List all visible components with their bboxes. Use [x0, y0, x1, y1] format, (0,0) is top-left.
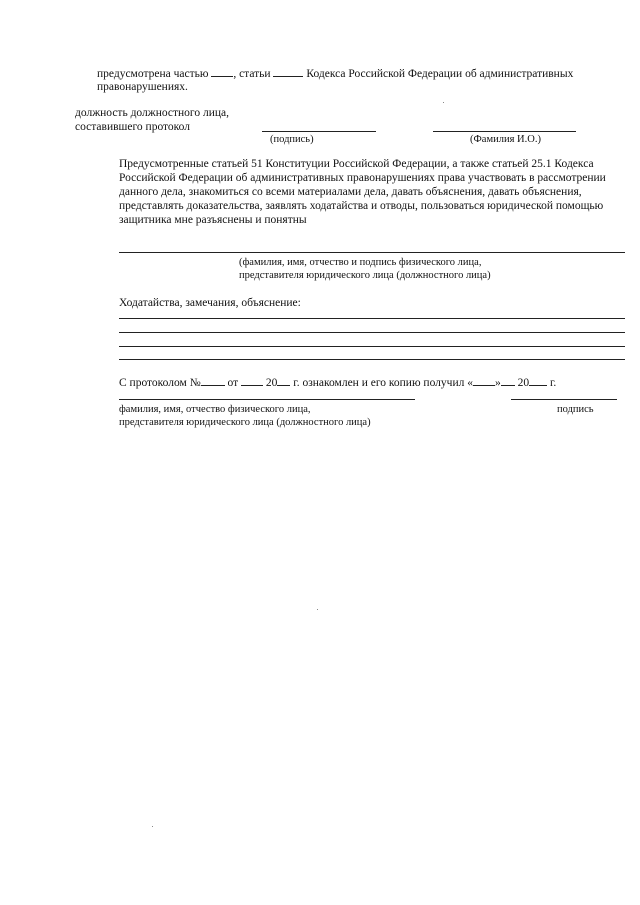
- official-label-line-1: должность должностного лица,: [75, 107, 230, 119]
- article-number-blank[interactable]: [273, 66, 303, 77]
- rights-line-1: Предусмотренные статьей 51 Конституции Российской Федерации, а также статьей 25.1 Кодекса: [119, 158, 594, 170]
- petition-line-3[interactable]: [119, 346, 625, 347]
- header-line-1: предусмотрена частью , статьи Кодекса Российской Федерации об административных: [97, 68, 574, 80]
- rights-line-2: Российской Федерации об административных правонарушениях права участвовать в рассмотрении: [119, 172, 606, 184]
- receipt-line: [119, 375, 556, 390]
- protocol-year-blank[interactable]: [277, 375, 290, 386]
- receipt-caption-right: подпись: [557, 404, 594, 415]
- header-text-part-b: статьи: [239, 68, 271, 80]
- receipt-caption-left-1: фамилия, имя, отчество физического лица,: [119, 404, 311, 415]
- protocol-day-blank[interactable]: [241, 375, 263, 386]
- petition-line-4[interactable]: [119, 359, 625, 360]
- petition-line-2[interactable]: [119, 332, 625, 333]
- receipt-text-part-b: от: [227, 377, 239, 389]
- scan-speck: [152, 826, 153, 827]
- person-signature-line[interactable]: [119, 252, 625, 253]
- petitions-label: Ходатайства, замечания, объяснение:: [119, 297, 301, 309]
- receipt-text-part-c: 20: [265, 377, 278, 389]
- person-caption-line-2: представителя юридического лица (должностного лица): [239, 270, 491, 281]
- part-number-blank[interactable]: [211, 66, 233, 77]
- receipt-signature-line[interactable]: [511, 399, 617, 400]
- scan-speck: [317, 609, 318, 610]
- scan-speck: [443, 102, 444, 103]
- receipt-text-part-f: 20: [517, 377, 530, 389]
- receipt-text-part-g: г.: [549, 377, 557, 389]
- official-label-line-2: составившего протокол: [75, 121, 191, 133]
- protocol-number-blank[interactable]: [201, 375, 225, 386]
- header-text-part-c: Кодекса Российской Федерации об административных: [306, 68, 574, 80]
- petition-line-1[interactable]: [119, 318, 625, 319]
- receipt-year-blank[interactable]: [529, 375, 547, 386]
- receipt-text-part-e: »: [494, 377, 501, 389]
- rights-line-4: представлять доказательства, заявлять ходатайства и отводы, пользоваться юридической помощью: [119, 200, 604, 212]
- rights-line-3: данного дела, знакомиться со всеми материалами дела, давать объяснения, давать объяснения,: [119, 186, 582, 198]
- official-signature-line[interactable]: [262, 131, 376, 132]
- official-surname-caption: (Фамилия И.О.): [470, 134, 541, 145]
- receipt-month-blank[interactable]: [501, 375, 515, 386]
- official-signature-caption: (подпись): [270, 134, 314, 145]
- rights-line-5: защитника мне разъяснены и понятны: [119, 214, 307, 226]
- receipt-name-line[interactable]: [119, 399, 415, 400]
- receipt-day-blank[interactable]: [473, 375, 495, 386]
- official-surname-line[interactable]: [433, 131, 576, 132]
- receipt-text-part-d: г. ознакомлен и его копию получил «: [293, 377, 473, 389]
- receipt-caption-left-2: представителя юридического лица (должностного лица): [119, 417, 371, 428]
- receipt-text-part-a: С протоколом №: [119, 377, 201, 389]
- person-caption-line-1: (фамилия, имя, отчество и подпись физического лица,: [239, 257, 482, 268]
- header-text-part-a: предусмотрена частью: [97, 68, 209, 80]
- header-line-2: правонарушениях.: [97, 81, 188, 93]
